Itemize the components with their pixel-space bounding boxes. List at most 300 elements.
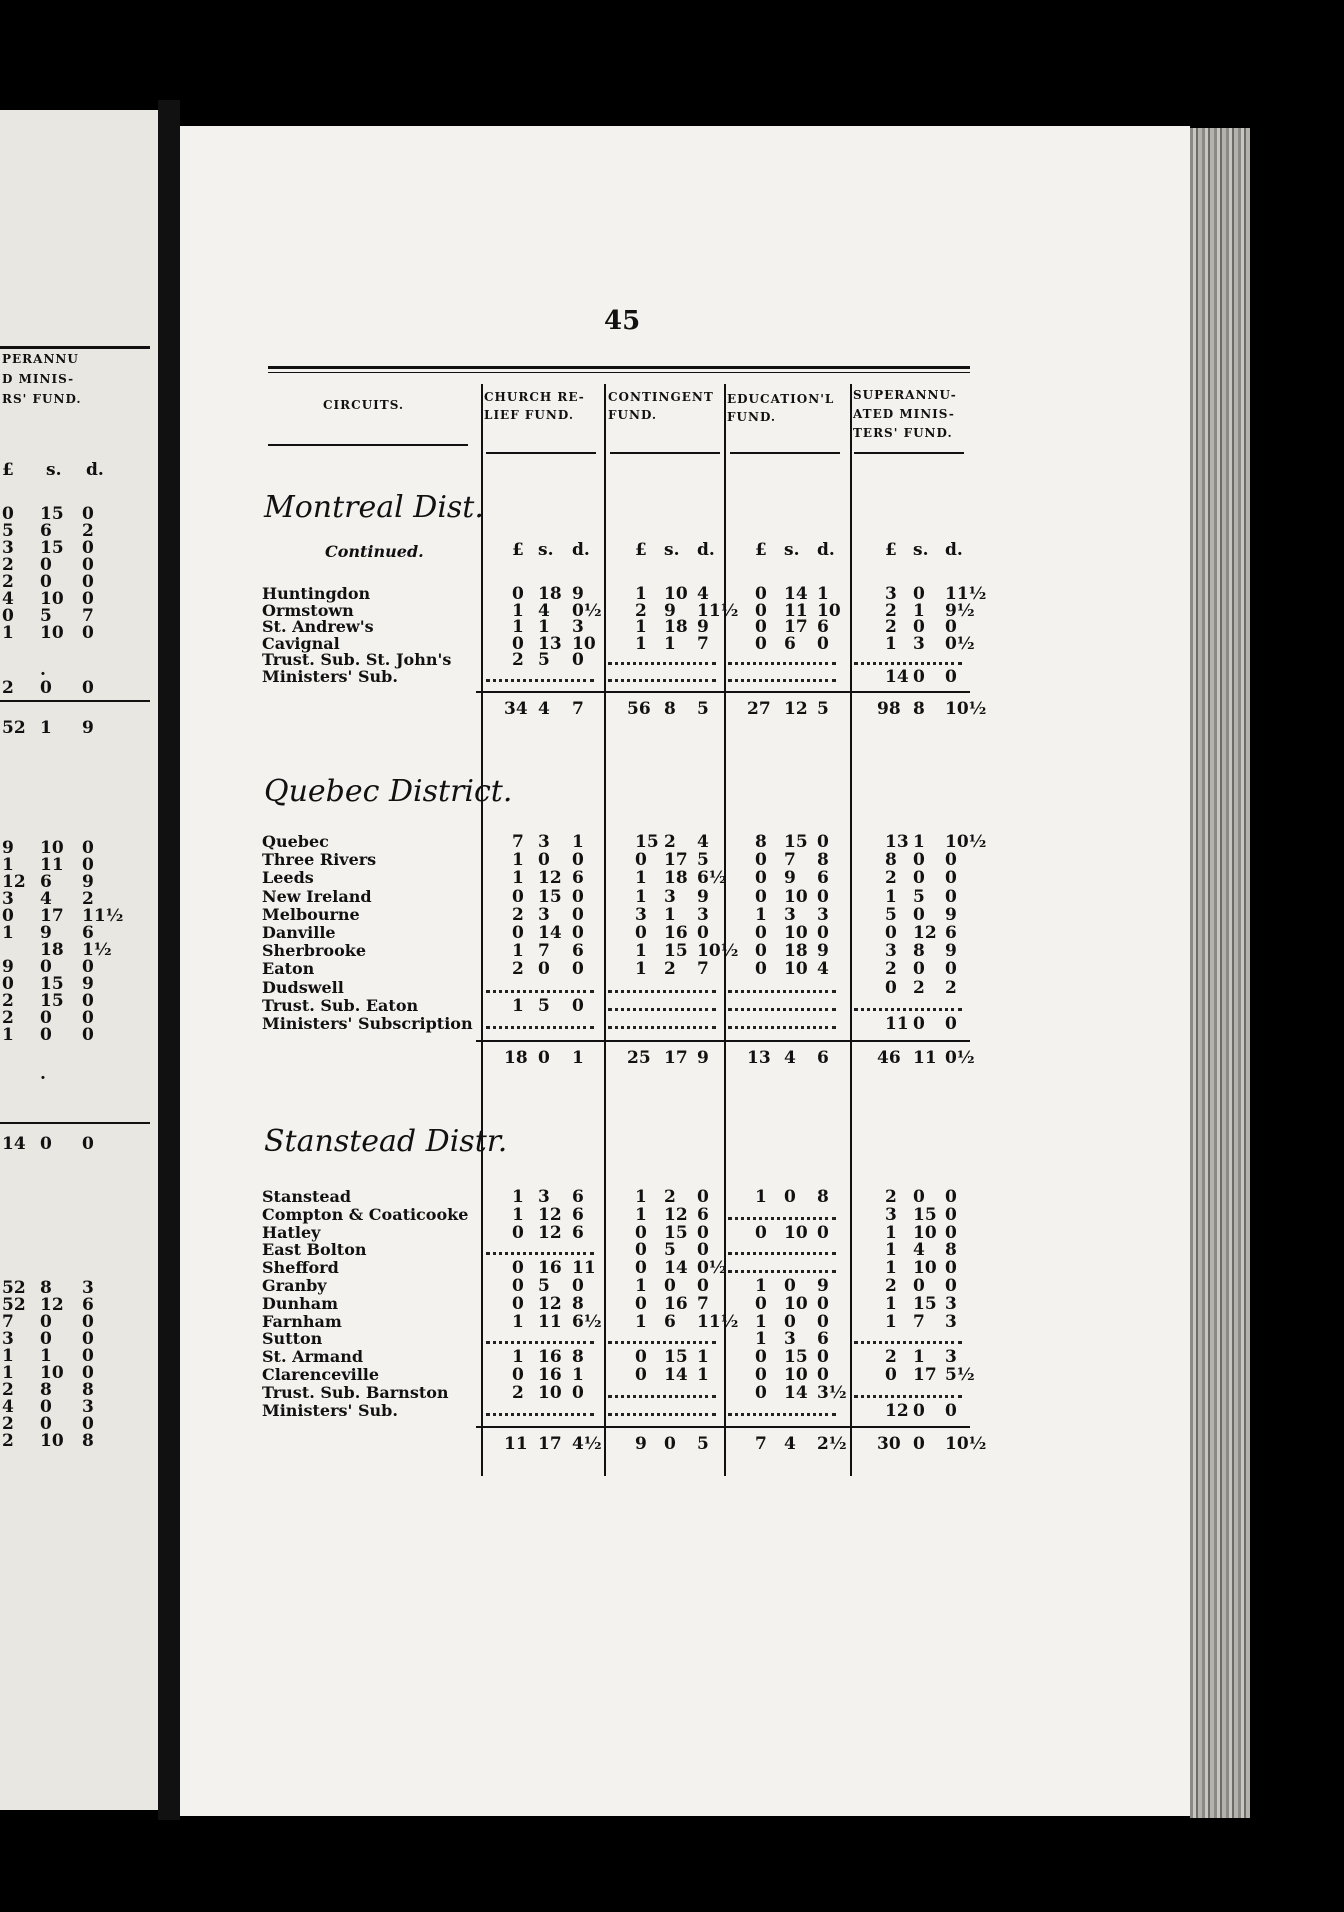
amount-cell: 12 xyxy=(913,923,937,943)
left-page-amount: 3 xyxy=(82,1278,94,1298)
circuit-name: Quebec xyxy=(262,832,329,851)
column-header-superannuated: TERS' FUND. xyxy=(853,426,953,440)
circuit-name: East Bolton xyxy=(262,1240,367,1260)
circuit-name: Danville xyxy=(262,923,336,942)
left-page-amount: 3 xyxy=(2,1329,14,1349)
left-page-amount: 52 xyxy=(2,1278,26,1298)
left-page-amount: 0 xyxy=(40,957,52,977)
left-page-amount: 5 xyxy=(2,521,14,541)
amount-cell: 14 xyxy=(784,584,808,604)
amount-cell: 1 xyxy=(512,941,524,962)
amount-cell: 10 xyxy=(784,959,808,980)
left-page-amount: . xyxy=(40,660,46,680)
total-amount: 5 xyxy=(697,1434,709,1455)
left-page-amount: 0 xyxy=(82,957,94,977)
amount-cell: 6 xyxy=(817,617,829,637)
amount-cell: 8 xyxy=(572,1293,584,1314)
amount-cell: 1 xyxy=(635,959,647,980)
circuit-name: Three Rivers xyxy=(262,850,377,870)
left-page-amount: 0 xyxy=(82,1025,94,1045)
amount-cell: 15 xyxy=(664,1222,688,1243)
amount-cell: 3 xyxy=(538,904,550,925)
amount-cell: 10 xyxy=(664,584,688,604)
amount-cell: 3 xyxy=(784,1329,796,1350)
amount-cell: 1 xyxy=(538,617,550,637)
amount-cell: 3 xyxy=(784,904,796,925)
amount-cell: 1 xyxy=(635,941,647,962)
amount-cell: 0 xyxy=(913,666,925,687)
circuit-name: New Ireland xyxy=(262,886,372,906)
amount-cell: 1 xyxy=(755,1187,767,1207)
left-page-amount: 0 xyxy=(82,555,94,575)
amount-cell: 1 xyxy=(635,617,647,637)
total-amount: 11 xyxy=(913,1048,937,1069)
amount-cell: 8 xyxy=(755,832,767,852)
amount-cell: 1 xyxy=(512,617,524,637)
amount-cell: 10 xyxy=(538,1382,562,1403)
amount-cell: 6 xyxy=(664,1311,676,1332)
total-amount: 6 xyxy=(817,1048,829,1069)
left-page-amount: 0 xyxy=(40,1414,52,1434)
left-page-amount: 9 xyxy=(40,923,52,943)
currency-header: d. xyxy=(817,540,835,560)
left-page-amount: 0 xyxy=(82,538,94,558)
left-page-amount: 0 xyxy=(40,1329,52,1349)
empty-amount-dots xyxy=(486,1413,594,1416)
amount-cell: 3 xyxy=(817,904,829,925)
left-page-currency: d. xyxy=(86,460,104,480)
total-amount: 12 xyxy=(784,699,808,719)
amount-cell: 0 xyxy=(572,923,584,943)
currency-header: s. xyxy=(538,540,554,560)
amount-cell: 6 xyxy=(945,923,957,943)
left-page-amount: 3 xyxy=(82,1397,94,1417)
amount-cell: 0 xyxy=(755,850,767,871)
total-amount: 8 xyxy=(664,699,676,719)
amount-cell: 15 xyxy=(538,886,562,907)
left-page-amount: 10 xyxy=(40,1431,64,1451)
left-page-amount: 11 xyxy=(40,855,64,875)
left-page-amount: 14 xyxy=(2,1134,26,1154)
amount-cell: 10 xyxy=(572,633,596,654)
amount-cell: 2 xyxy=(885,868,897,889)
amount-cell: 4 xyxy=(538,600,550,621)
amount-cell: 0 xyxy=(945,1204,957,1225)
column-header-superannuated: ATED MINIS- xyxy=(853,407,955,421)
amount-cell: 2 xyxy=(512,1382,524,1403)
left-page-amount: 0 xyxy=(40,678,52,698)
left-page-amount: 3 xyxy=(2,889,14,909)
amount-cell: 10 xyxy=(784,1365,808,1385)
amount-cell: 11½ xyxy=(697,1311,739,1332)
amount-cell: 13 xyxy=(538,633,562,654)
total-rule xyxy=(476,1426,970,1428)
amount-cell: 5 xyxy=(885,904,897,925)
amount-cell: 8 xyxy=(817,1187,829,1207)
total-amount: 0 xyxy=(664,1434,676,1455)
header-underline xyxy=(268,444,468,446)
amount-cell: 1 xyxy=(635,1187,647,1207)
amount-cell: 0 xyxy=(817,923,829,943)
amount-cell: 11½ xyxy=(697,600,739,621)
amount-cell: 0 xyxy=(817,886,829,907)
amount-cell: 5½ xyxy=(945,1365,975,1385)
left-page-amount: 1 xyxy=(2,923,14,943)
amount-cell: 0 xyxy=(784,1311,796,1332)
amount-cell: 0 xyxy=(913,1014,925,1034)
amount-cell: 1 xyxy=(885,1311,897,1332)
left-page-amount: 0 xyxy=(82,572,94,592)
currency-header: s. xyxy=(784,540,800,560)
amount-cell: 3 xyxy=(572,617,584,637)
amount-cell: 0 xyxy=(755,1365,767,1385)
column-header-educational: FUND. xyxy=(727,410,777,424)
amount-cell: 0 xyxy=(572,995,584,1016)
left-page-amount: 9 xyxy=(82,872,94,892)
amount-cell: 3 xyxy=(538,1187,550,1207)
left-page-amount: 4 xyxy=(40,889,52,909)
left-page-amount: 0 xyxy=(82,991,94,1011)
left-page-amount: 7 xyxy=(82,606,94,626)
left-page-amount: 0 xyxy=(40,1397,52,1417)
left-page-amount: 6 xyxy=(40,872,52,892)
amount-cell: 0 xyxy=(817,1311,829,1332)
circuit-name: St. Armand xyxy=(262,1347,364,1367)
empty-amount-dots xyxy=(486,679,594,682)
amount-cell: 0 xyxy=(945,1187,957,1207)
amount-cell: 1 xyxy=(635,584,647,604)
amount-cell: 0 xyxy=(913,959,925,980)
amount-cell: 11 xyxy=(538,1311,562,1332)
amount-cell: 2 xyxy=(664,959,676,980)
circuit-name: Leeds xyxy=(262,868,314,888)
amount-cell: 10½ xyxy=(945,832,987,852)
amount-cell: 9 xyxy=(784,868,796,889)
total-amount: 5 xyxy=(817,699,829,719)
left-page-amount: 0 xyxy=(2,504,14,524)
left-page-amount: 2 xyxy=(2,678,14,698)
amount-cell: 18 xyxy=(784,941,808,962)
amount-cell: 1 xyxy=(572,832,584,852)
left-page-amount: 5 xyxy=(40,606,52,626)
empty-amount-dots xyxy=(608,990,716,993)
left-page-amount: 2 xyxy=(2,1414,14,1434)
amount-cell: 1 xyxy=(512,1187,524,1207)
amount-cell: 12 xyxy=(538,1204,562,1225)
left-page-amount: 0 xyxy=(82,1414,94,1434)
amount-cell: 1 xyxy=(885,1222,897,1243)
column-header-church-relief: CHURCH RE- xyxy=(484,390,585,404)
amount-cell: 15 xyxy=(784,832,808,852)
currency-header: £ xyxy=(512,540,524,560)
left-page-amount: 15 xyxy=(40,974,64,994)
district-name: Montreal Dist. xyxy=(264,490,484,525)
empty-amount-dots xyxy=(728,1008,836,1011)
left-page-amount: 8 xyxy=(82,1380,94,1400)
empty-amount-dots xyxy=(608,1341,716,1344)
amount-cell: 7 xyxy=(512,832,524,852)
left-page-amount: 9 xyxy=(2,957,14,977)
amount-cell: 4 xyxy=(697,584,709,604)
empty-amount-dots xyxy=(728,990,836,993)
left-page-amount: 0 xyxy=(82,1363,94,1383)
column-header-contingent: FUND. xyxy=(608,408,658,422)
amount-cell: 0 xyxy=(512,1293,524,1314)
circuit-name: Ministers' Subscription xyxy=(262,1014,473,1033)
circuit-name: Eaton xyxy=(262,959,315,979)
amount-cell: 3 xyxy=(664,886,676,907)
amount-cell: 0 xyxy=(755,886,767,907)
amount-cell: 2 xyxy=(885,600,897,621)
amount-cell: 15 xyxy=(664,941,688,962)
left-page-amount: 10 xyxy=(40,838,64,858)
amount-cell: 4 xyxy=(913,1240,925,1261)
amount-cell: 1 xyxy=(755,1311,767,1332)
amount-cell: 3 xyxy=(538,832,550,852)
left-page-rule xyxy=(0,1122,150,1124)
amount-cell: 9 xyxy=(945,941,957,962)
amount-cell: 1 xyxy=(635,1276,647,1296)
circuit-name: Trust. Sub. Barnston xyxy=(262,1382,449,1402)
left-page-amount: 0 xyxy=(2,606,14,626)
left-page-amount: 0 xyxy=(82,1329,94,1349)
amount-cell: 0 xyxy=(572,1276,584,1296)
amount-cell: 12 xyxy=(664,1204,688,1225)
amount-cell: 6½ xyxy=(572,1311,602,1332)
total-amount: 4 xyxy=(784,1048,796,1069)
amount-cell: 16 xyxy=(538,1347,562,1368)
amount-cell: 10 xyxy=(913,1222,937,1243)
amount-cell: 6 xyxy=(572,1187,584,1207)
amount-cell: 0 xyxy=(572,959,584,980)
amount-cell: 3 xyxy=(697,904,709,925)
left-page-amount: 0 xyxy=(2,906,14,926)
amount-cell: 18 xyxy=(664,617,688,637)
amount-cell: 10½ xyxy=(697,941,739,962)
left-page-amount: 15 xyxy=(40,504,64,524)
empty-amount-dots xyxy=(486,1341,594,1344)
amount-cell: 0 xyxy=(817,633,829,654)
circuit-name: Dunham xyxy=(262,1293,339,1313)
amount-cell: 15 xyxy=(635,832,659,852)
currency-header: £ xyxy=(885,540,897,560)
total-amount: 0 xyxy=(538,1048,550,1069)
left-page-amount: 15 xyxy=(40,538,64,558)
total-amount: 0 xyxy=(913,1434,925,1455)
amount-cell: 12 xyxy=(538,1293,562,1314)
total-amount: 34 xyxy=(504,699,528,719)
amount-cell: 0 xyxy=(755,1222,767,1243)
amount-cell: 2 xyxy=(885,959,897,980)
amount-cell: 1 xyxy=(817,584,829,604)
amount-cell: 11 xyxy=(885,1014,909,1034)
left-page-amount: 0 xyxy=(82,504,94,524)
total-amount: 17 xyxy=(664,1048,688,1069)
amount-cell: 14 xyxy=(885,666,909,687)
left-page-amount: 2 xyxy=(2,1380,14,1400)
amount-cell: 0 xyxy=(945,1400,957,1421)
amount-cell: 0 xyxy=(945,868,957,889)
amount-cell: 0½ xyxy=(697,1258,727,1279)
amount-cell: 0 xyxy=(945,850,957,871)
amount-cell: 12 xyxy=(538,1222,562,1243)
header-underline xyxy=(730,452,840,454)
empty-amount-dots xyxy=(486,990,594,993)
total-amount: 17 xyxy=(538,1434,562,1455)
left-page-amount: 52 xyxy=(2,718,26,738)
amount-cell: 1 xyxy=(885,633,897,654)
circuit-name: Trust. Sub. Eaton xyxy=(262,995,419,1015)
amount-cell: 0 xyxy=(635,1365,647,1385)
book-gutter xyxy=(158,100,180,1820)
amount-cell: 1 xyxy=(635,1311,647,1332)
circuit-name: Farnham xyxy=(262,1311,342,1331)
amount-cell: 2 xyxy=(635,600,647,621)
left-page-amount: 6 xyxy=(40,521,52,541)
amount-cell: 5 xyxy=(697,850,709,871)
empty-amount-dots xyxy=(486,1026,594,1029)
amount-cell: 8 xyxy=(817,850,829,871)
amount-cell: 14 xyxy=(664,1365,688,1385)
amount-cell: 0 xyxy=(512,886,524,907)
amount-cell: 1 xyxy=(697,1347,709,1368)
left-page-amount: 0 xyxy=(82,623,94,643)
total-amount: 56 xyxy=(627,699,651,719)
amount-cell: 0 xyxy=(913,584,925,604)
amount-cell: 15 xyxy=(664,1347,688,1368)
total-amount: 4½ xyxy=(572,1434,602,1455)
left-page-amount: 12 xyxy=(2,872,26,892)
left-page-header: PERANNU xyxy=(2,352,79,366)
amount-cell: 10 xyxy=(817,600,841,621)
left-page-amount: 2 xyxy=(2,555,14,575)
amount-cell: 14 xyxy=(664,1258,688,1279)
left-page-amount: 2 xyxy=(2,991,14,1011)
amount-cell: 1 xyxy=(697,1365,709,1385)
amount-cell: 3 xyxy=(913,633,925,654)
circuit-name: Hatley xyxy=(262,1222,321,1242)
amount-cell: 7 xyxy=(697,959,709,980)
empty-amount-dots xyxy=(608,1413,716,1416)
amount-cell: 0 xyxy=(635,1240,647,1261)
amount-cell: 0 xyxy=(784,1187,796,1207)
left-page-amount: 8 xyxy=(82,1431,94,1451)
amount-cell: 0 xyxy=(817,1365,829,1385)
left-page-amount: 2 xyxy=(82,521,94,541)
amount-cell: 1 xyxy=(664,904,676,925)
amount-cell: 2 xyxy=(945,977,957,998)
left-page-amount: 0 xyxy=(2,974,14,994)
amount-cell: 2 xyxy=(885,1347,897,1368)
amount-cell: 2 xyxy=(885,617,897,637)
amount-cell: 1 xyxy=(512,868,524,889)
circuit-name: Sherbrooke xyxy=(262,941,367,961)
amount-cell: 6 xyxy=(572,941,584,962)
amount-cell: 0 xyxy=(755,584,767,604)
amount-cell: 5 xyxy=(538,995,550,1016)
page-number: 45 xyxy=(604,306,641,336)
circuit-name: Ormstown xyxy=(262,600,354,620)
total-amount: 2½ xyxy=(817,1434,847,1455)
empty-amount-dots xyxy=(728,662,836,665)
left-page-amount: 2 xyxy=(2,1008,14,1028)
circuit-name: Sutton xyxy=(262,1329,323,1349)
amount-cell: 0 xyxy=(512,1258,524,1279)
amount-cell: 0 xyxy=(664,1276,676,1296)
amount-cell: 17 xyxy=(913,1365,937,1385)
amount-cell: 0 xyxy=(755,941,767,962)
header-underline xyxy=(854,452,964,454)
empty-amount-dots xyxy=(608,679,716,682)
currency-header: d. xyxy=(697,540,715,560)
left-page-amount: 0 xyxy=(40,1134,52,1154)
currency-header: £ xyxy=(755,540,767,560)
circuit-name: Huntingdon xyxy=(262,584,371,603)
left-page-amount: 3 xyxy=(2,538,14,558)
left-page-amount: 0 xyxy=(40,1025,52,1045)
amount-cell: 10 xyxy=(784,886,808,907)
amount-cell: 3 xyxy=(945,1347,957,1368)
amount-cell: 8 xyxy=(945,1240,957,1261)
amount-cell: 2 xyxy=(664,832,676,852)
currency-header: d. xyxy=(572,540,590,560)
amount-cell: 0½ xyxy=(572,600,602,621)
total-amount: 5 xyxy=(697,699,709,719)
amount-cell: 8 xyxy=(913,941,925,962)
amount-cell: 7 xyxy=(784,850,796,871)
amount-cell: 1 xyxy=(755,1329,767,1350)
left-page-amount: 4 xyxy=(2,1397,14,1417)
amount-cell: 1 xyxy=(572,1365,584,1385)
amount-cell: 1 xyxy=(635,886,647,907)
amount-cell: 10 xyxy=(784,1293,808,1314)
amount-cell: 0 xyxy=(945,1276,957,1296)
empty-amount-dots xyxy=(854,1341,962,1344)
amount-cell: 12 xyxy=(885,1400,909,1421)
left-page-amount: 1 xyxy=(2,1346,14,1366)
amount-cell: 7 xyxy=(697,633,709,654)
left-page-amount: 6 xyxy=(82,1295,94,1315)
amount-cell: 1 xyxy=(885,1258,897,1279)
amount-cell: 0 xyxy=(512,1365,524,1385)
left-page-amount: 1 xyxy=(40,1346,52,1366)
column-header-contingent: CONTINGENT xyxy=(608,390,714,404)
left-page-amount: 1 xyxy=(40,718,52,738)
empty-amount-dots xyxy=(728,1252,836,1255)
amount-cell: 0 xyxy=(945,1222,957,1243)
amount-cell: 0 xyxy=(635,1293,647,1314)
amount-cell: 5 xyxy=(538,650,550,670)
left-page-amount: 10 xyxy=(40,1363,64,1383)
circuit-name: Clarenceville xyxy=(262,1365,380,1384)
empty-amount-dots xyxy=(728,1270,836,1273)
amount-cell: 9 xyxy=(817,1276,829,1296)
amount-cell: 1 xyxy=(913,1347,925,1368)
total-amount: 7 xyxy=(755,1434,767,1455)
amount-cell: 18 xyxy=(664,868,688,889)
amount-cell: 0 xyxy=(512,584,524,604)
left-page-amount: 0 xyxy=(82,838,94,858)
amount-cell: 6 xyxy=(572,1204,584,1225)
left-page-amount: 9 xyxy=(82,974,94,994)
amount-cell: 0 xyxy=(635,1222,647,1243)
left-page-amount: 0 xyxy=(82,1008,94,1028)
amount-cell: 0 xyxy=(572,1382,584,1403)
total-amount: 7 xyxy=(572,699,584,719)
amount-cell: 6½ xyxy=(697,868,727,889)
circuit-name: Cavignal xyxy=(262,633,340,653)
left-page-rule xyxy=(0,700,150,702)
